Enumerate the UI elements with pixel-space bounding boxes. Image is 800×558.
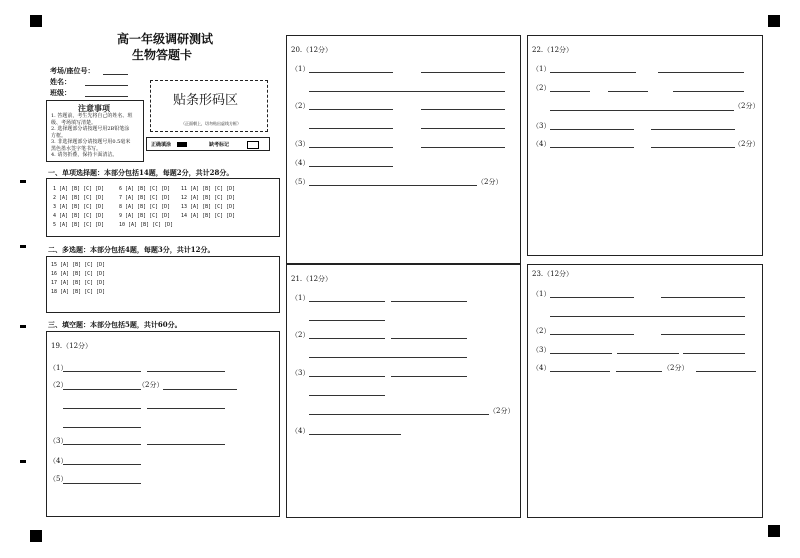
answer-line[interactable] [63, 464, 141, 465]
class-label: 班级： [50, 88, 71, 97]
corner-mark [30, 530, 42, 542]
q19-part2: （2） [49, 381, 68, 389]
section1-title: 一、单项选择题：本部分包括14题，每题2分，共计28分。 [48, 168, 234, 177]
q22-part4: （4） [532, 140, 551, 148]
q23-title: 23.（12分） [532, 270, 574, 278]
answer-line[interactable] [309, 128, 393, 129]
q22-box [527, 35, 763, 256]
answer-line[interactable] [550, 371, 610, 372]
answer-line[interactable] [309, 185, 477, 186]
answer-line[interactable] [550, 147, 634, 148]
missing-mark-box[interactable] [247, 141, 259, 149]
answer-line[interactable] [63, 483, 141, 484]
name-field[interactable] [85, 85, 128, 86]
section2-box [46, 256, 280, 313]
choice-row[interactable]: 11 [A] [B] [C] [D] [181, 186, 236, 192]
answer-line[interactable] [661, 297, 745, 298]
choice-row[interactable]: 1 [A] [B] [C] [D] [53, 186, 105, 192]
page-title: 高一年级调研测试 [117, 32, 214, 46]
q23-part3: （3） [532, 346, 551, 354]
answer-line[interactable] [421, 72, 505, 73]
exam-seat-label: 考场/座位号： [50, 66, 95, 75]
answer-line[interactable] [658, 72, 744, 73]
q22-title: 22.（12分） [532, 46, 574, 54]
answer-line[interactable] [63, 444, 141, 445]
choice-row[interactable]: 6 [A] [B] [C] [D] [119, 186, 171, 192]
barcode-title: 贴条形码区 [173, 93, 239, 108]
answer-line[interactable] [309, 91, 505, 92]
choice-row[interactable]: 14 [A] [B] [C] [D] [181, 213, 236, 219]
q19-part4: （4） [49, 457, 68, 465]
answer-line[interactable] [550, 91, 590, 92]
answer-line[interactable] [616, 371, 662, 372]
missing-mark-label: 缺考标记 [209, 142, 230, 148]
q22-points: （2分） [734, 102, 760, 110]
answer-line[interactable] [309, 376, 385, 377]
edge-tick [20, 325, 26, 328]
answer-line[interactable] [391, 376, 467, 377]
choice-row[interactable]: 2 [A] [B] [C] [D] [53, 195, 105, 201]
answer-line[interactable] [309, 338, 385, 339]
q21-part2: （2） [291, 331, 310, 339]
answer-line[interactable] [309, 414, 489, 415]
choice-row[interactable]: 8 [A] [B] [C] [D] [119, 204, 171, 210]
q22-points: （2分） [734, 140, 760, 148]
section2-title: 二、多选题：本部分包括4题，每题3分，共计12分。 [48, 245, 215, 254]
q22-part2: （2） [532, 84, 551, 92]
choice-row[interactable]: 10 [A] [B] [C] [D] [119, 222, 174, 228]
answer-line[interactable] [147, 444, 225, 445]
choice-row[interactable]: 9 [A] [B] [C] [D] [119, 213, 171, 219]
choice-row[interactable]: 15 [A] [B] [C] [D] [51, 262, 106, 268]
answer-line[interactable] [651, 129, 735, 130]
notice-line: 方框。 [51, 132, 67, 139]
notice-box [46, 100, 144, 162]
q20-part4: （4） [291, 159, 310, 167]
answer-line[interactable] [309, 320, 385, 321]
answer-line[interactable] [63, 389, 141, 390]
class-field[interactable] [85, 96, 128, 97]
choice-row[interactable]: 17 [A] [B] [C] [D] [51, 280, 106, 286]
corner-mark [768, 15, 780, 27]
q21-part1: （1） [291, 294, 310, 302]
answer-line[interactable] [421, 147, 505, 148]
q20-title: 20.（12分） [291, 46, 333, 54]
q23-box [527, 264, 763, 518]
corner-mark [768, 525, 780, 537]
answer-line[interactable] [309, 357, 467, 358]
answer-line[interactable] [63, 408, 141, 409]
edge-tick [20, 460, 26, 463]
answer-line[interactable] [309, 147, 393, 148]
choice-row[interactable]: 5 [A] [B] [C] [D] [53, 222, 105, 228]
exam-seat-field[interactable] [103, 74, 128, 75]
answer-line[interactable] [63, 427, 141, 428]
q21-part4: （4） [291, 427, 310, 435]
q21-title: 21.（12分） [291, 275, 333, 283]
answer-line[interactable] [661, 334, 745, 335]
answer-line[interactable] [147, 408, 225, 409]
answer-line[interactable] [651, 147, 735, 148]
choice-row[interactable]: 3 [A] [B] [C] [D] [53, 204, 105, 210]
answer-line[interactable] [421, 128, 505, 129]
q20-part3: （3） [291, 140, 310, 148]
barcode-area [150, 80, 268, 132]
q23-part2: （2） [532, 327, 551, 335]
edge-tick [20, 180, 26, 183]
choice-row[interactable]: 16 [A] [B] [C] [D] [51, 271, 106, 277]
answer-line[interactable] [550, 129, 634, 130]
answer-line[interactable] [550, 72, 636, 73]
answer-line[interactable] [550, 110, 734, 111]
notice-line: 2. 选择题部分请按题号用2B铅笔涂 [51, 126, 130, 132]
q19-part3: （3） [49, 437, 68, 445]
section1-box [46, 178, 280, 237]
q19-part5: （5） [49, 475, 68, 483]
answer-line[interactable] [309, 434, 401, 435]
q19-part1: （1） [49, 364, 68, 372]
answer-line[interactable] [309, 72, 393, 73]
correct-fill-label: 正确填涂 [151, 142, 172, 148]
answer-line[interactable] [391, 301, 467, 302]
answer-line[interactable] [550, 353, 612, 354]
answer-line[interactable] [147, 371, 225, 372]
q20-part1: （1） [291, 65, 310, 73]
q23-points: （2分） [663, 364, 689, 372]
notice-line: 3. 非选择题部分请按题号用0.5毫米 [51, 139, 131, 145]
answer-line[interactable] [63, 371, 141, 372]
q21-box [286, 264, 521, 518]
q20-box [286, 35, 521, 264]
q22-part3: （3） [532, 122, 551, 130]
notice-line: 黑色墨水签字笔书写。 [51, 145, 102, 152]
notice-line: 级、考场填写清楚。 [51, 119, 97, 126]
q20-points: （2分） [477, 178, 503, 186]
q19-points: （2分） [138, 381, 164, 389]
answer-line[interactable] [617, 353, 679, 354]
q19-title: 19.（12分） [51, 342, 93, 350]
q20-part2: （2） [291, 102, 310, 110]
fill-example [146, 137, 270, 151]
answer-line[interactable] [696, 371, 756, 372]
choice-row[interactable]: 7 [A] [B] [C] [D] [119, 195, 171, 201]
answer-line[interactable] [309, 166, 393, 167]
answer-line[interactable] [421, 109, 505, 110]
q23-part4: （4） [532, 364, 551, 372]
q20-part5: （5） [291, 178, 310, 186]
answer-line[interactable] [309, 109, 393, 110]
filled-square [177, 142, 187, 147]
q19-box [46, 331, 280, 517]
answer-line[interactable] [309, 395, 385, 396]
barcode-note: （正面朝上，切勿贴出虚线方框） [181, 121, 241, 126]
answer-line[interactable] [608, 91, 648, 92]
answer-line[interactable] [309, 301, 385, 302]
page-subtitle: 生物答题卡 [132, 48, 193, 62]
q22-part1: （1） [532, 65, 551, 73]
corner-mark [30, 15, 42, 27]
answer-line[interactable] [550, 316, 745, 317]
name-label: 姓名： [50, 77, 71, 86]
q21-part3: （3） [291, 369, 310, 377]
choice-row[interactable]: 18 [A] [B] [C] [D] [51, 289, 106, 295]
choice-row[interactable]: 12 [A] [B] [C] [D] [181, 195, 236, 201]
answer-line[interactable] [673, 91, 744, 92]
answer-line[interactable] [683, 353, 745, 354]
answer-line[interactable] [550, 334, 634, 335]
answer-line[interactable] [163, 389, 237, 390]
answer-line[interactable] [391, 338, 467, 339]
edge-tick [20, 245, 26, 248]
choice-row[interactable]: 4 [A] [B] [C] [D] [53, 213, 105, 219]
notice-line: 1. 答题前，考生先将自己的姓名、班 [51, 113, 133, 119]
choice-row[interactable]: 13 [A] [B] [C] [D] [181, 204, 236, 210]
section3-title: 三、填空题：本部分包括5题，共计60分。 [48, 320, 182, 329]
notice-line: 4. 请勿折叠，保持卡面清洁。 [51, 152, 118, 158]
notice-title: 注意事项 [78, 103, 110, 113]
q21-points: （2分） [489, 407, 515, 415]
answer-line[interactable] [550, 297, 634, 298]
q23-part1: （1） [532, 290, 551, 298]
